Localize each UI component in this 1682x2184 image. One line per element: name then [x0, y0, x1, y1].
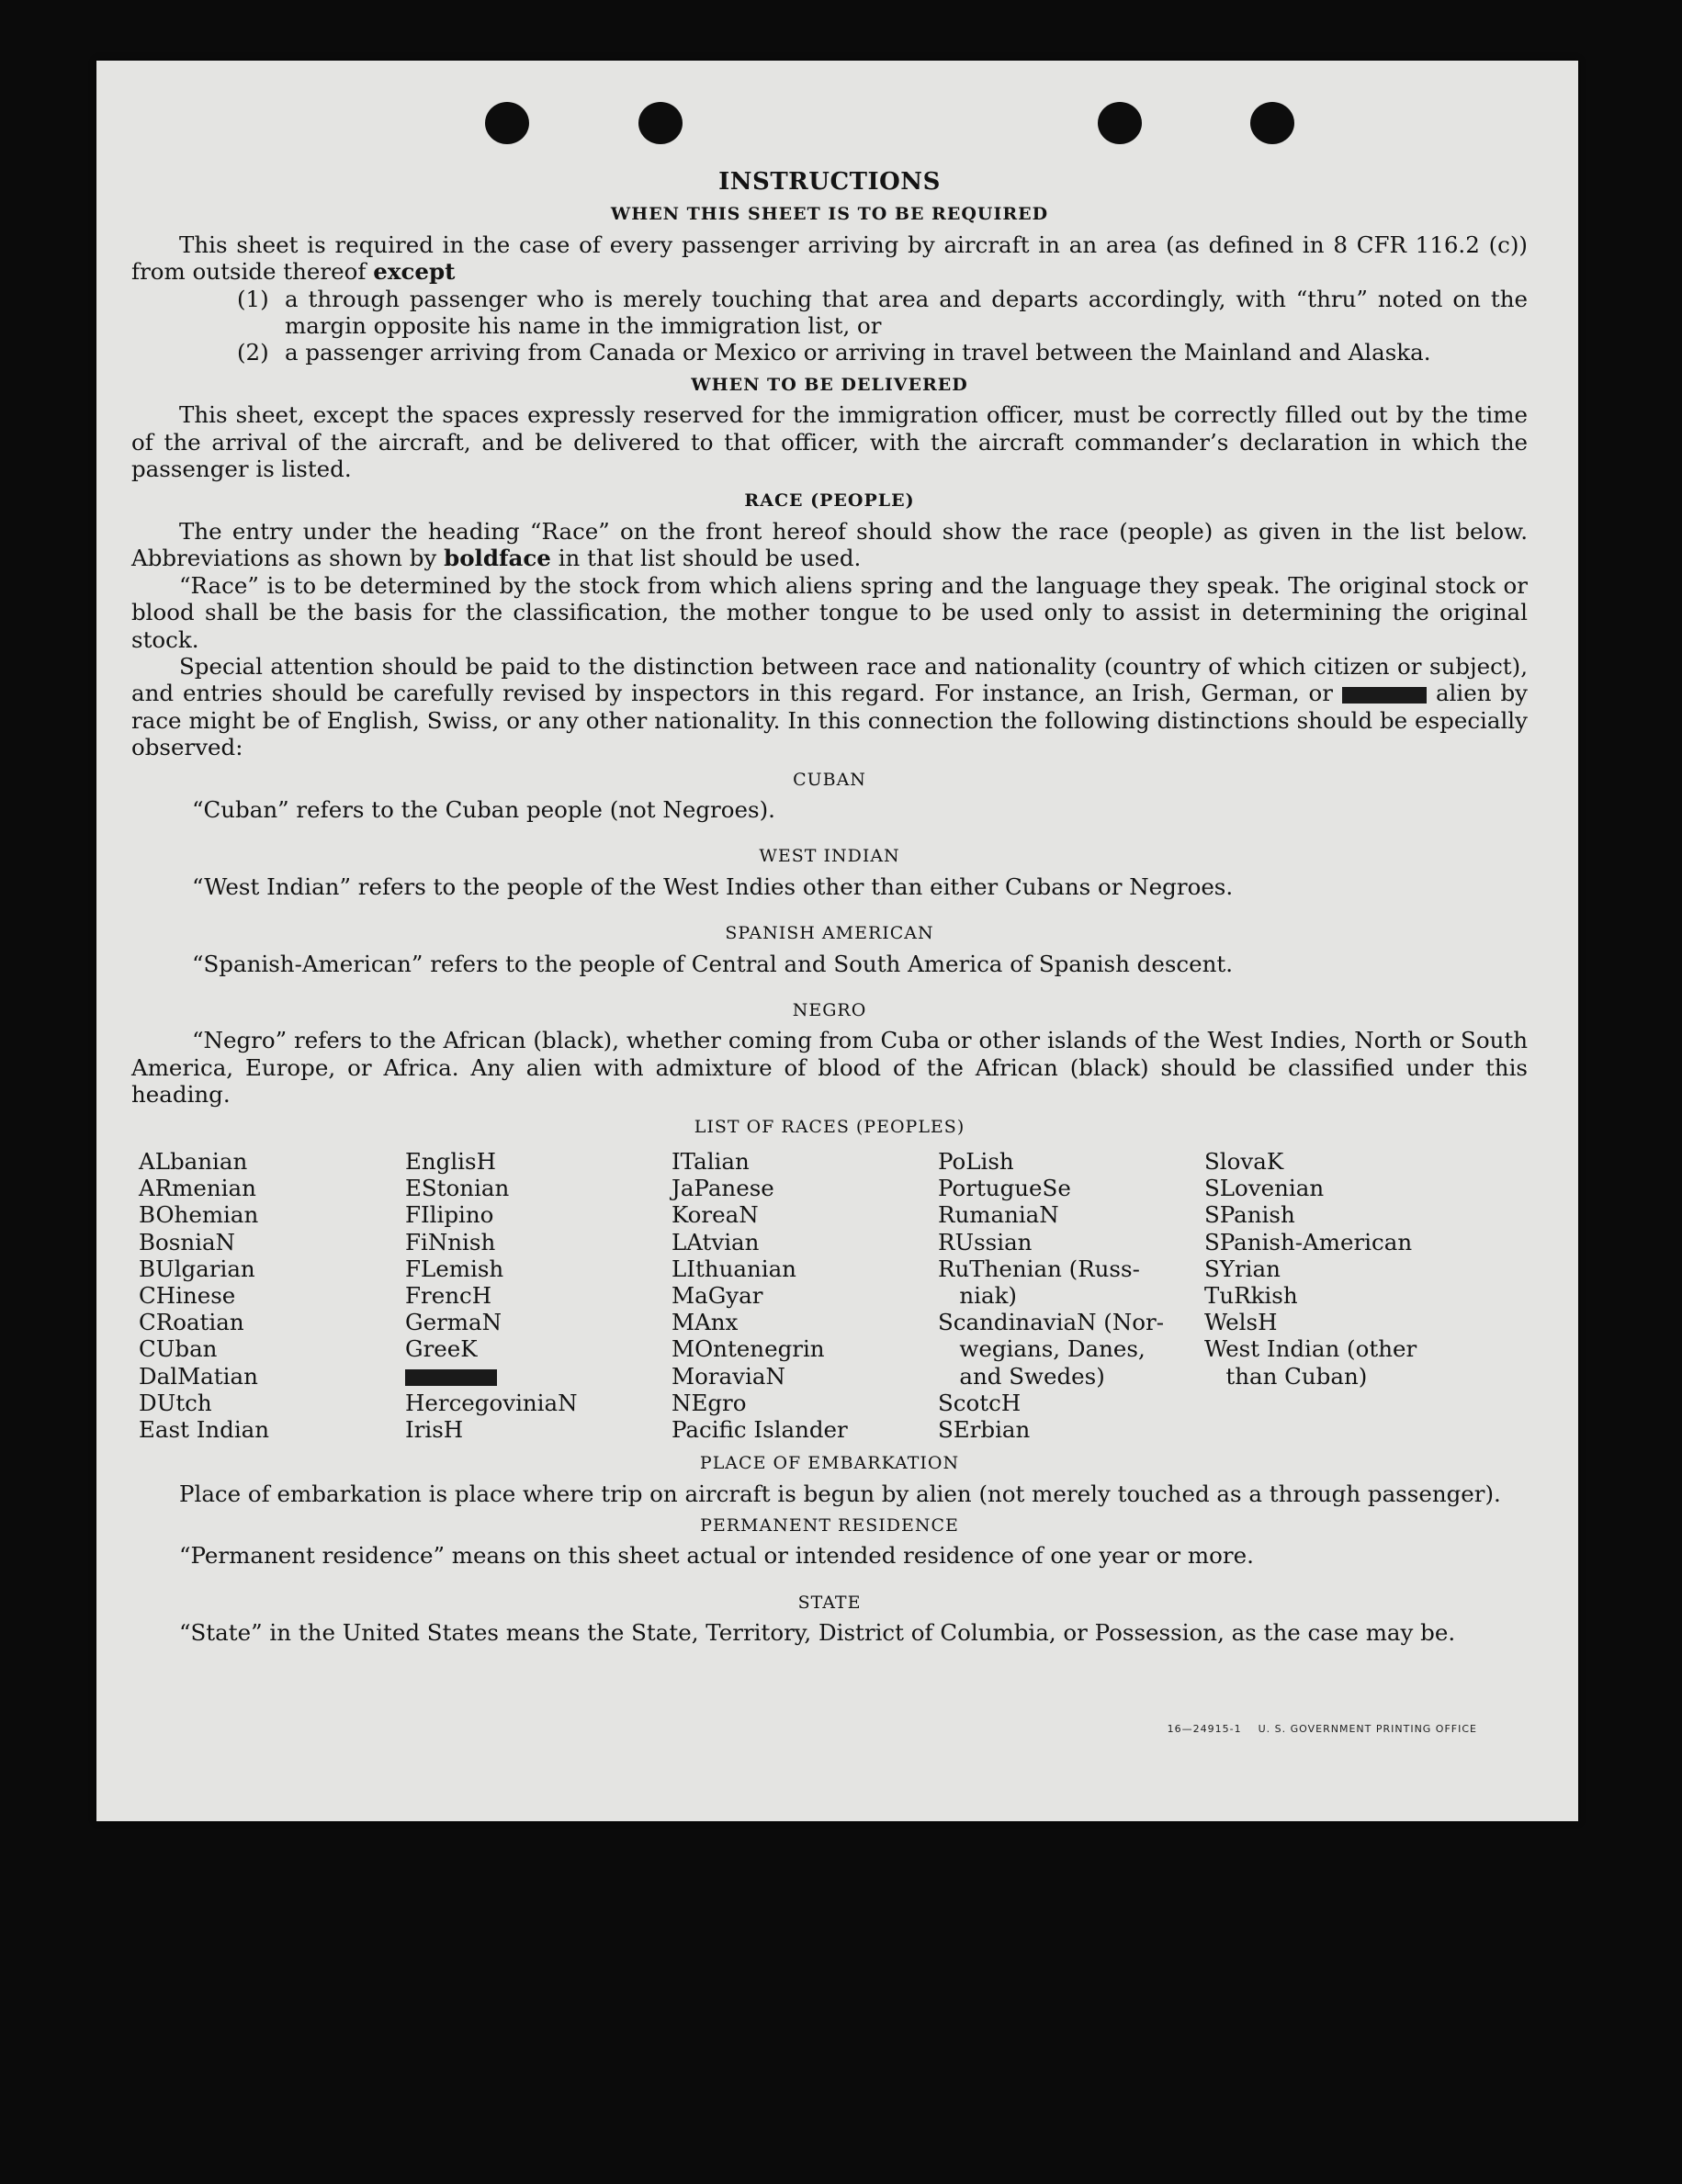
- race-column: [672, 1148, 938, 1443]
- heading-list-of-races: LIST OF RACES (PEOPLES): [694, 1116, 965, 1137]
- race-column: [1204, 1148, 1443, 1443]
- list-item: EStonian: [405, 1175, 510, 1202]
- west-indian-text: “West Indian” refers to the people of the West Indies other than either Cubans or Negroes.: [192, 872, 1234, 900]
- list-item: than Cuban): [1204, 1362, 1368, 1390]
- page-title: INSTRUCTIONS: [718, 168, 941, 196]
- list-item: SLovenian: [1204, 1175, 1325, 1202]
- list-item: ARmenian: [139, 1175, 256, 1202]
- heading-embarkation: PLACE OF EMBARKATION: [699, 1453, 960, 1474]
- redaction-mark: [1342, 687, 1427, 704]
- list-item: LAtvian: [672, 1228, 760, 1255]
- list-item: GermaN: [405, 1309, 502, 1336]
- list-item: East Indian: [139, 1416, 270, 1444]
- redaction-mark: [405, 1369, 497, 1386]
- list-item: wegians, Danes,: [938, 1335, 1146, 1363]
- residence-text: “Permanent residence” means on this sheet actual or intended residence of one year or more.: [179, 1542, 1254, 1570]
- print-code: 16—24915-1 U. S. GOVERNMENT PRINTING OFFICE: [1167, 1723, 1477, 1735]
- document-sheet: [96, 61, 1578, 1821]
- list-item: BUlgarian: [139, 1255, 255, 1282]
- required-intro: This sheet is required in the case of every passenger arriving by aircraft in an area (as defined in 8 CFR 116.2 (c)) from outside thereof except: [131, 231, 1528, 286]
- list-item: MoraviaN: [672, 1362, 785, 1390]
- list-item: FIlipino: [405, 1201, 494, 1229]
- list-item: CRoatian: [139, 1309, 244, 1336]
- list-item: CUban: [139, 1335, 218, 1363]
- list-item: ALbanian: [139, 1148, 248, 1175]
- negro-text: “Negro” refers to the African (black), whether coming from Cuba or other islands of the West Indies, North or South America, Europe, or Africa. Any alien with admixture of blood of the African (black) should be classified under this heading.: [131, 1027, 1528, 1109]
- redacted-list-item: [405, 1363, 672, 1390]
- punch-hole: [1098, 102, 1142, 144]
- heading-cuban: CUBAN: [793, 769, 866, 790]
- state-text: “State” in the United States means the State, Territory, District of Columbia, or Possession, as the case may be.: [179, 1619, 1456, 1647]
- list-item: FLemish: [405, 1255, 504, 1282]
- punch-hole: [1250, 102, 1294, 144]
- list-item: ScandinaviaN (Nor-: [938, 1309, 1165, 1336]
- heading-negro: NEGRO: [792, 999, 867, 1020]
- list-item: BosniaN: [139, 1228, 235, 1255]
- spanish-american-text: “Spanish-American” refers to the people of Central and South America of Spanish descent.: [192, 950, 1234, 977]
- list-item: NEgro: [672, 1389, 747, 1416]
- list-item: PortugueSe: [938, 1175, 1071, 1202]
- race-column: [938, 1148, 1204, 1443]
- heading-race: RACE (PEOPLE): [744, 490, 915, 512]
- race-paragraph-1: The entry under the heading “Race” on the front hereof should show the race (people) as given in the list below. Abbreviations as shown by boldface in that list should be used.: [131, 517, 1528, 572]
- race-column: [405, 1148, 672, 1443]
- list-item: IrisH: [405, 1416, 464, 1444]
- race-list: [139, 1148, 1528, 1443]
- list-item: WelsH: [1204, 1309, 1278, 1336]
- exception-item-2: (2) a passenger arriving from Canada or Mexico or arriving in travel between the Mainland and Alaska.: [237, 339, 1431, 366]
- list-item: PoLish: [938, 1148, 1014, 1175]
- list-item: SYrian: [1204, 1255, 1281, 1282]
- list-item: KoreaN: [672, 1201, 759, 1229]
- list-item: DUtch: [139, 1389, 212, 1416]
- heading-when-delivered: WHEN TO BE DELIVERED: [691, 374, 968, 395]
- list-item: FrencH: [405, 1282, 492, 1310]
- cuban-text: “Cuban” refers to the Cuban people (not Negroes).: [192, 795, 775, 823]
- list-item: DalMatian: [139, 1362, 258, 1390]
- punch-hole: [485, 102, 529, 144]
- heading-state: STATE: [797, 1592, 862, 1613]
- list-item: SErbian: [938, 1416, 1031, 1444]
- list-item: MAnx: [672, 1309, 739, 1336]
- list-item: CHinese: [139, 1282, 236, 1310]
- list-item: TuRkish: [1204, 1282, 1298, 1310]
- list-item: SlovaK: [1204, 1148, 1284, 1175]
- race-paragraph-3: Special attention should be paid to the distinction between race and nationality (country of which citizen or subject), and entries should be carefully revised by inspectors in this regard. For instance, an Irish, German, or alien by race might be of English, Swiss, or any other nationality. In this connection the following distinctions should be especially observed:: [131, 652, 1528, 761]
- list-item: West Indian (other: [1204, 1335, 1417, 1363]
- list-item: JaPanese: [672, 1175, 774, 1202]
- list-item: RumaniaN: [938, 1201, 1059, 1229]
- list-item: MOntenegrin: [672, 1335, 825, 1363]
- heading-permanent-residence: PERMANENT RESIDENCE: [700, 1515, 959, 1537]
- list-item: FiNnish: [405, 1228, 496, 1255]
- list-item: LIthuanian: [672, 1255, 796, 1282]
- list-item: HercegoviniaN: [405, 1389, 578, 1416]
- list-item: MaGyar: [672, 1282, 763, 1310]
- race-column: [139, 1148, 405, 1443]
- list-item: Pacific Islander: [672, 1416, 848, 1444]
- heading-when-required: WHEN THIS SHEET IS TO BE REQUIRED: [610, 204, 1049, 225]
- punch-hole: [638, 102, 683, 144]
- heading-west-indian: WEST INDIAN: [759, 846, 900, 867]
- list-item: EnglisH: [405, 1148, 496, 1175]
- list-item: GreeK: [405, 1335, 478, 1363]
- list-item: and Swedes): [938, 1362, 1105, 1390]
- embarkation-text: Place of embarkation is place where trip on aircraft is begun by alien (not merely touched as a through passenger).: [179, 1480, 1501, 1507]
- list-item: niak): [938, 1282, 1017, 1310]
- race-paragraph-2: “Race” is to be determined by the stock from which aliens spring and the language they speak. The original stock or blood shall be the basis for the classification, the mother tongue to be used only to assist in determining the original stock.: [131, 571, 1528, 653]
- list-item: BOhemian: [139, 1201, 259, 1229]
- list-item: ITalian: [672, 1148, 750, 1175]
- instructions-body: [131, 169, 1528, 1647]
- list-item: SPanish: [1204, 1201, 1295, 1229]
- delivered-text: This sheet, except the spaces expressly reserved for the immigration officer, must be correctly filled out by the time of the arrival of the aircraft, and be delivered to that officer, with the aircraft commander’s declaration in which the passenger is listed.: [131, 401, 1528, 483]
- list-item: ScotcH: [938, 1389, 1022, 1416]
- exception-item-1: (1) a through passenger who is merely touching that area and departs accordingly, with “thru” noted on the margin opposite his name in the immigration list, or: [237, 285, 1528, 340]
- list-item: SPanish-American: [1204, 1228, 1413, 1255]
- list-item: RuThenian (Russ-: [938, 1255, 1140, 1282]
- list-item: RUssian: [938, 1228, 1033, 1255]
- heading-spanish-american: SPANISH AMERICAN: [725, 923, 934, 944]
